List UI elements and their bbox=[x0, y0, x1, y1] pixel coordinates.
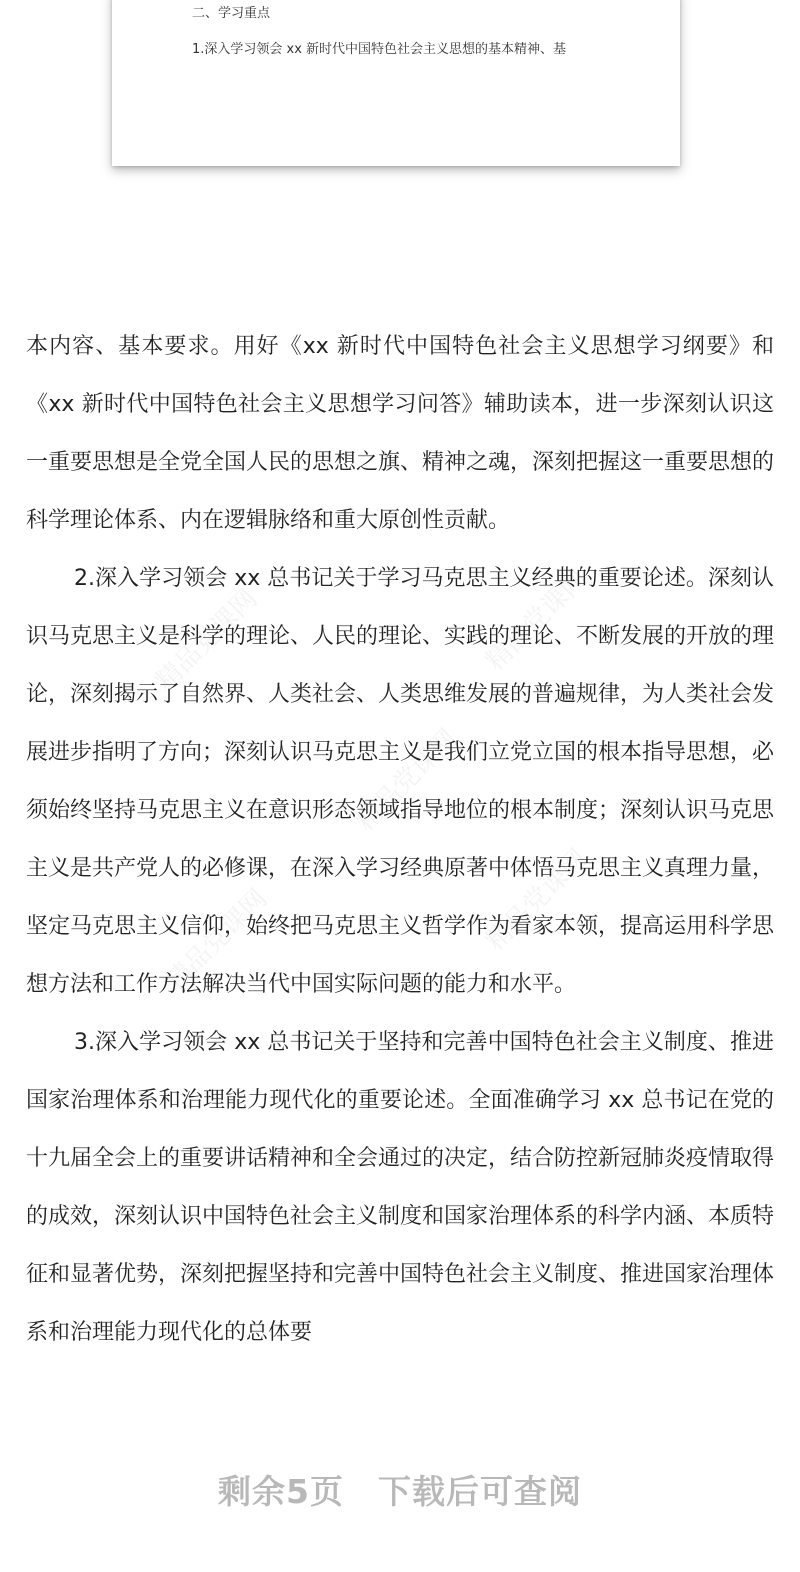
watermark-text: 精品党课网 bbox=[480, 563, 594, 677]
document-body bbox=[26, 318, 774, 1362]
watermark-text: 精品党课网 bbox=[350, 723, 464, 837]
remaining-pages-label: 剩余5页 bbox=[218, 1472, 344, 1511]
watermark-text: 精品党课网 bbox=[480, 843, 594, 957]
download-to-read-label: 下载后可查阅 bbox=[377, 1472, 582, 1511]
document-preview-card bbox=[112, 0, 680, 166]
download-prompt[interactable] bbox=[0, 1466, 800, 1513]
watermark-text: 精品党课网 bbox=[160, 883, 274, 997]
preview-text-line: 1.深入学习领会 xx 新时代中国特色社会主义思想的基本精神、基 bbox=[192, 42, 567, 57]
watermark-text: 精品党课网 bbox=[150, 583, 264, 697]
body-paragraph-2: 2.深入学习领会 xx 总书记关于学习马克思主义经典的重要论述。深刻认识马克思主义是科学的理论、人民的理论、实践的理论、不断发展的开放的理论，深刻揭示了自然界、人类社会、人类思维发展的普遍规律，为人类社会发展进步指明了方向；深刻认识马克思主义是我们立党立国的根本指导思想，必须始终坚持马克思主义在意识形态领域指导地位的根本制度；深刻认识马克思主义是共产党人的必修课，在深入学习经典原著中体悟马克思主义真理力量，坚定马克思主义信仰，始终把马克思主义哲学作为看家本领，提高运用科学思想方法和工作方法解决当代中国实际问题的能力和水平。 bbox=[26, 566, 775, 997]
preview-section-heading: 二、学习重点 bbox=[192, 6, 271, 21]
body-paragraph-1: 本内容、基本要求。用好《xx 新时代中国特色社会主义思想学习纲要》和《xx 新时代中国特色社会主义思想学习问答》辅助读本，进一步深刻认识这一重要思想是全党全国人民的思想之旗、精神之魂，深刻把握这一重要思想的科学理论体系、内在逻辑脉络和重大原创性贡献。 bbox=[26, 334, 775, 533]
body-paragraph-3: 3.深入学习领会 xx 总书记关于坚持和完善中国特色社会主义制度、推进国家治理体系和治理能力现代化的重要论述。全面准确学习 xx 总书记在党的十九届全会上的重要讲话精神和全会通过的决定，结合防控新冠肺炎疫情取得的成效，深刻认识中国特色社会主义制度和国家治理体系的科学内涵、本质特征和显著优势，深刻把握坚持和完善中国特色社会主义制度、推进国家治理体系和治理能力现代化的总体要 bbox=[26, 1030, 775, 1345]
